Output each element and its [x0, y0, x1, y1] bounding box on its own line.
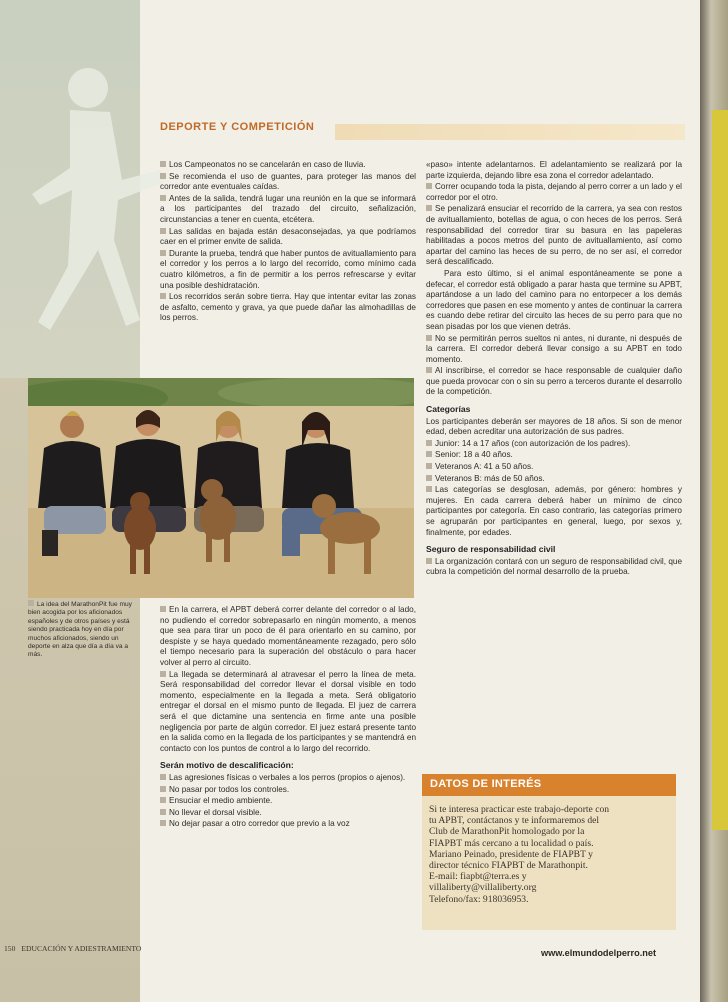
list-item — [160, 773, 416, 784]
bullet-square-icon — [426, 451, 432, 457]
paragraph — [426, 366, 682, 398]
info-line: Mariano Peinado, presidente de FIAPBT y — [429, 848, 593, 860]
list-item — [426, 474, 682, 485]
bullet-square-icon — [426, 335, 432, 341]
paragraph — [426, 182, 682, 203]
descalificacion-heading: Serán motivo de descalificación: — [160, 760, 294, 771]
list-item-text: Senior: 18 a 40 años. — [435, 450, 513, 460]
info-line: Si te interesa practicar este trabajo-deporte con — [429, 804, 610, 815]
info-line-email[interactable]: villaliberty@villaliberty.org — [429, 882, 537, 894]
bullet-square-icon — [160, 173, 166, 179]
paragraph-text: No se permitirán perros sueltos ni antes, ni durante, ni después de la carrera. El corredor deberá llevar consigo a su APBT en todo momento. — [426, 333, 682, 364]
paragraph — [160, 194, 416, 226]
info-line: Club de MarathonPit homologado por la — [429, 826, 585, 838]
bullet-square-icon — [426, 183, 432, 189]
list-item-text: Ensuciar el medio ambiente. — [169, 796, 273, 806]
bullet-square-icon — [426, 475, 432, 481]
page-number: 150 — [4, 944, 16, 953]
datos-de-interes-box — [422, 774, 676, 930]
list-item — [160, 796, 416, 807]
seguro-heading: Seguro de responsabilidad civil — [426, 544, 556, 555]
paragraph-text: Durante la prueba, tendrá que haber puntos de avituallamiento para el corredor y los perros a lo largo del recorrido, como mínimo cada cuatro kilómetros, a fin de permitir a los perros refrescarse y evitar una posible deshidratación. — [160, 248, 416, 290]
list-item — [160, 808, 416, 819]
paragraph-text: Antes de la salida, tendrá lugar una reunión en la que se informará a los participantes del trazado del circuito, señalización, circunstancias a tener en cuenta, etcétera. — [160, 193, 416, 224]
paragraph-text: «paso» intente adelantarnos. El adelantamiento se realizará por la parte izquierda, dejando libre esa zona el corredor adelantado. — [426, 160, 682, 180]
info-box-body — [422, 796, 676, 905]
bullet-square-icon — [28, 600, 34, 606]
bullet-square-icon — [426, 440, 432, 446]
text-column-3 — [160, 605, 416, 831]
bullet-square-icon — [160, 786, 166, 792]
section-title: DEPORTE Y COMPETICIÓN — [160, 121, 315, 133]
bullet-square-icon — [160, 195, 166, 201]
paragraph-text: Al inscribirse, el corredor se hace responsable de cualquier daño que pueda provocar con o sin su perro a terceros durante el desarrollo de la competición. — [426, 366, 682, 397]
paragraph-text: La organización contará con un seguro de responsabilidad civil, que cubra la competición del normal desarrollo de la prueba. — [426, 556, 682, 577]
bullet-square-icon — [160, 250, 166, 256]
info-line: director técnico FIAPBT de Marathonpit. — [429, 860, 588, 872]
info-line-phone: Telefono/fax: 918036953. — [429, 893, 529, 905]
bullet-square-icon — [160, 228, 166, 234]
list-item — [426, 462, 682, 473]
bullet-square-icon — [160, 606, 166, 612]
paragraph — [426, 204, 682, 268]
paragraph — [426, 160, 682, 181]
info-box-title: DATOS DE INTERÉS — [422, 774, 676, 796]
text-column-2 — [426, 160, 682, 579]
bullet-square-icon — [160, 820, 166, 826]
next-page-color-bar — [712, 110, 728, 830]
paragraph — [160, 670, 416, 755]
paragraph-text: Se recomienda el uso de guantes, para proteger las manos del corredor ante eventuales caídas. — [160, 171, 416, 192]
paragraph-text: Para esto último, si el animal espontáneamente se pone a defecar, el corredor está obligado a parar hasta que termine su APBT, apartándose a un lado del camino para no entorpecer a los demás corredores que pasen en ese momento y antes de continuar la carrera es cuando debe retirar del circuito las heces de su perro para que no sean pisadas por los que vienen detrás. — [426, 268, 682, 331]
footer-left — [4, 944, 141, 953]
footer-website-link[interactable]: www.elmundodelperro.net — [541, 948, 657, 958]
paragraph-text: La llegada se determinará al atravesar el perro la línea de meta. Será responsabilidad del corredor llevar el dorsal visible en todo momento, especialmente en la llegada a meta. Será obligatorio entregar el dorsal en el mismo punto de llegada. El juez de carrera será el que dictamine una sentencia en firme ante una posible negligencia por parte de algún corredor. El juez estará presente tanto en la salida como en la llegada de los participantes y se mantendrá en contacto con los puntos de control a lo largo del recorrido. — [160, 669, 416, 753]
paragraph — [160, 172, 416, 193]
footer-section-name: EDUCACIÓN Y ADIESTRAMIENTO — [21, 944, 142, 953]
paragraph-text: Los recorridos serán sobre tierra. Hay que intentar evitar las zonas de asfalto, cemento y grava, ya que puede dañar las almohadillas de los perros. — [160, 292, 416, 323]
paragraph-text: Correr ocupando toda la pista, dejando al perro correr a un lado y el corredor por el otro. — [426, 182, 682, 202]
list-item-text: Las agresiones físicas o verbales a los perros (propios o ajenos). — [169, 772, 406, 782]
photo-caption — [28, 600, 136, 660]
paragraph — [426, 557, 682, 578]
paragraph — [160, 249, 416, 291]
photo-women-with-dogs — [28, 378, 414, 598]
paragraph-text: Las salidas en bajada están desaconsejadas, ya que podríamos caer en el primer envite de salida. — [160, 226, 416, 247]
bullet-square-icon — [160, 797, 166, 803]
bullet-square-icon — [160, 161, 166, 167]
paragraph — [426, 269, 682, 333]
runner-silhouette-graphic — [10, 30, 170, 360]
info-line: tu APBT, contáctanos y te informaremos del — [429, 815, 600, 827]
list-item-text: No pasar por todos los controles. — [169, 784, 290, 794]
list-item-text: Junior: 14 a 17 años (con autorización de los padres). — [435, 438, 631, 448]
bullet-square-icon — [426, 205, 432, 211]
paragraph — [160, 227, 416, 248]
list-item-text: No dejar pasar a otro corredor que previo a la voz — [169, 819, 350, 829]
section-header-bar — [335, 124, 685, 140]
info-line: FIAPBT más cercano a tu localidad o país. — [429, 837, 594, 849]
paragraph-text: Los Campeonatos no se cancelarán en caso de lluvia. — [169, 160, 366, 169]
caption-text: La idea del MarathonPit fue muy bien acogida por los aficionados españoles y de otros países y está siendo practicada hoy en día por muchos aficionados, siendo un deporte en alza que día a día va a más. — [28, 601, 132, 659]
paragraph-text: En la carrera, el APBT deberá correr delante del corredor o al lado, no pudiendo el corredor sobrepasarlo en ningún momento, a menos que sea para tirar un poco de él para orientarlo en su camino, por despiste y se haya quedado momentáneamente rezagado, pero sólo el tiempo necesario para la superación del obstáculo o para hacer volver al perro al circuito. — [160, 605, 416, 667]
list-item — [426, 439, 682, 450]
paragraph-text: Se penalizará ensuciar el recorrido de la carrera, ya sea con restos de avituallamiento, botellas de agua, o con heces de los perros. Será responsabilidad del corredor tirar su basura en las papeleras habilitadas a pocos metros del punto de avituallamiento, así como apartar del camino las heces de su perro, de no ser así, el corredor será descalificado. — [426, 204, 682, 267]
list-item-text: Veteranos A: 41 a 50 años. — [435, 462, 534, 472]
paragraph — [426, 334, 682, 366]
bullet-square-icon — [160, 774, 166, 780]
categorias-heading: Categorías — [426, 404, 471, 415]
info-line-email[interactable]: E-mail: fiapbt@terra.es y — [429, 871, 527, 883]
bullet-square-icon — [160, 671, 166, 677]
bullet-square-icon — [426, 367, 432, 373]
list-item — [426, 450, 682, 461]
bullet-square-icon — [160, 293, 166, 299]
next-page-edge — [700, 0, 728, 1002]
text-column-1 — [160, 160, 416, 325]
list-item-text: No llevar el dorsal visible. — [169, 807, 262, 817]
list-item-text: Veteranos B: más de 50 años. — [435, 473, 545, 483]
paragraph — [160, 160, 416, 171]
paragraph — [426, 417, 682, 438]
list-item — [160, 819, 416, 830]
photo-illustration — [28, 378, 414, 598]
bullet-square-icon — [426, 486, 432, 492]
paragraph — [160, 292, 416, 324]
bullet-square-icon — [426, 463, 432, 469]
bullet-square-icon — [160, 809, 166, 815]
bullet-square-icon — [426, 558, 432, 564]
paragraph — [426, 485, 682, 538]
paragraph — [160, 605, 416, 669]
paragraph-text: Los participantes deberán ser mayores de 18 años. Si son de menor edad, deben acreditar una autorización de sus padres. — [426, 416, 682, 437]
list-item — [160, 785, 416, 796]
paragraph-text: Las categorías se desglosan, además, por género: hombres y mujeres. En cada carrera deberá haber un mínimo de cinco participantes por categoría. En caso contrario, las categorías primero se agruparán por participantes en general, luego, por sexos y, finalmente, por edades. — [426, 485, 682, 537]
